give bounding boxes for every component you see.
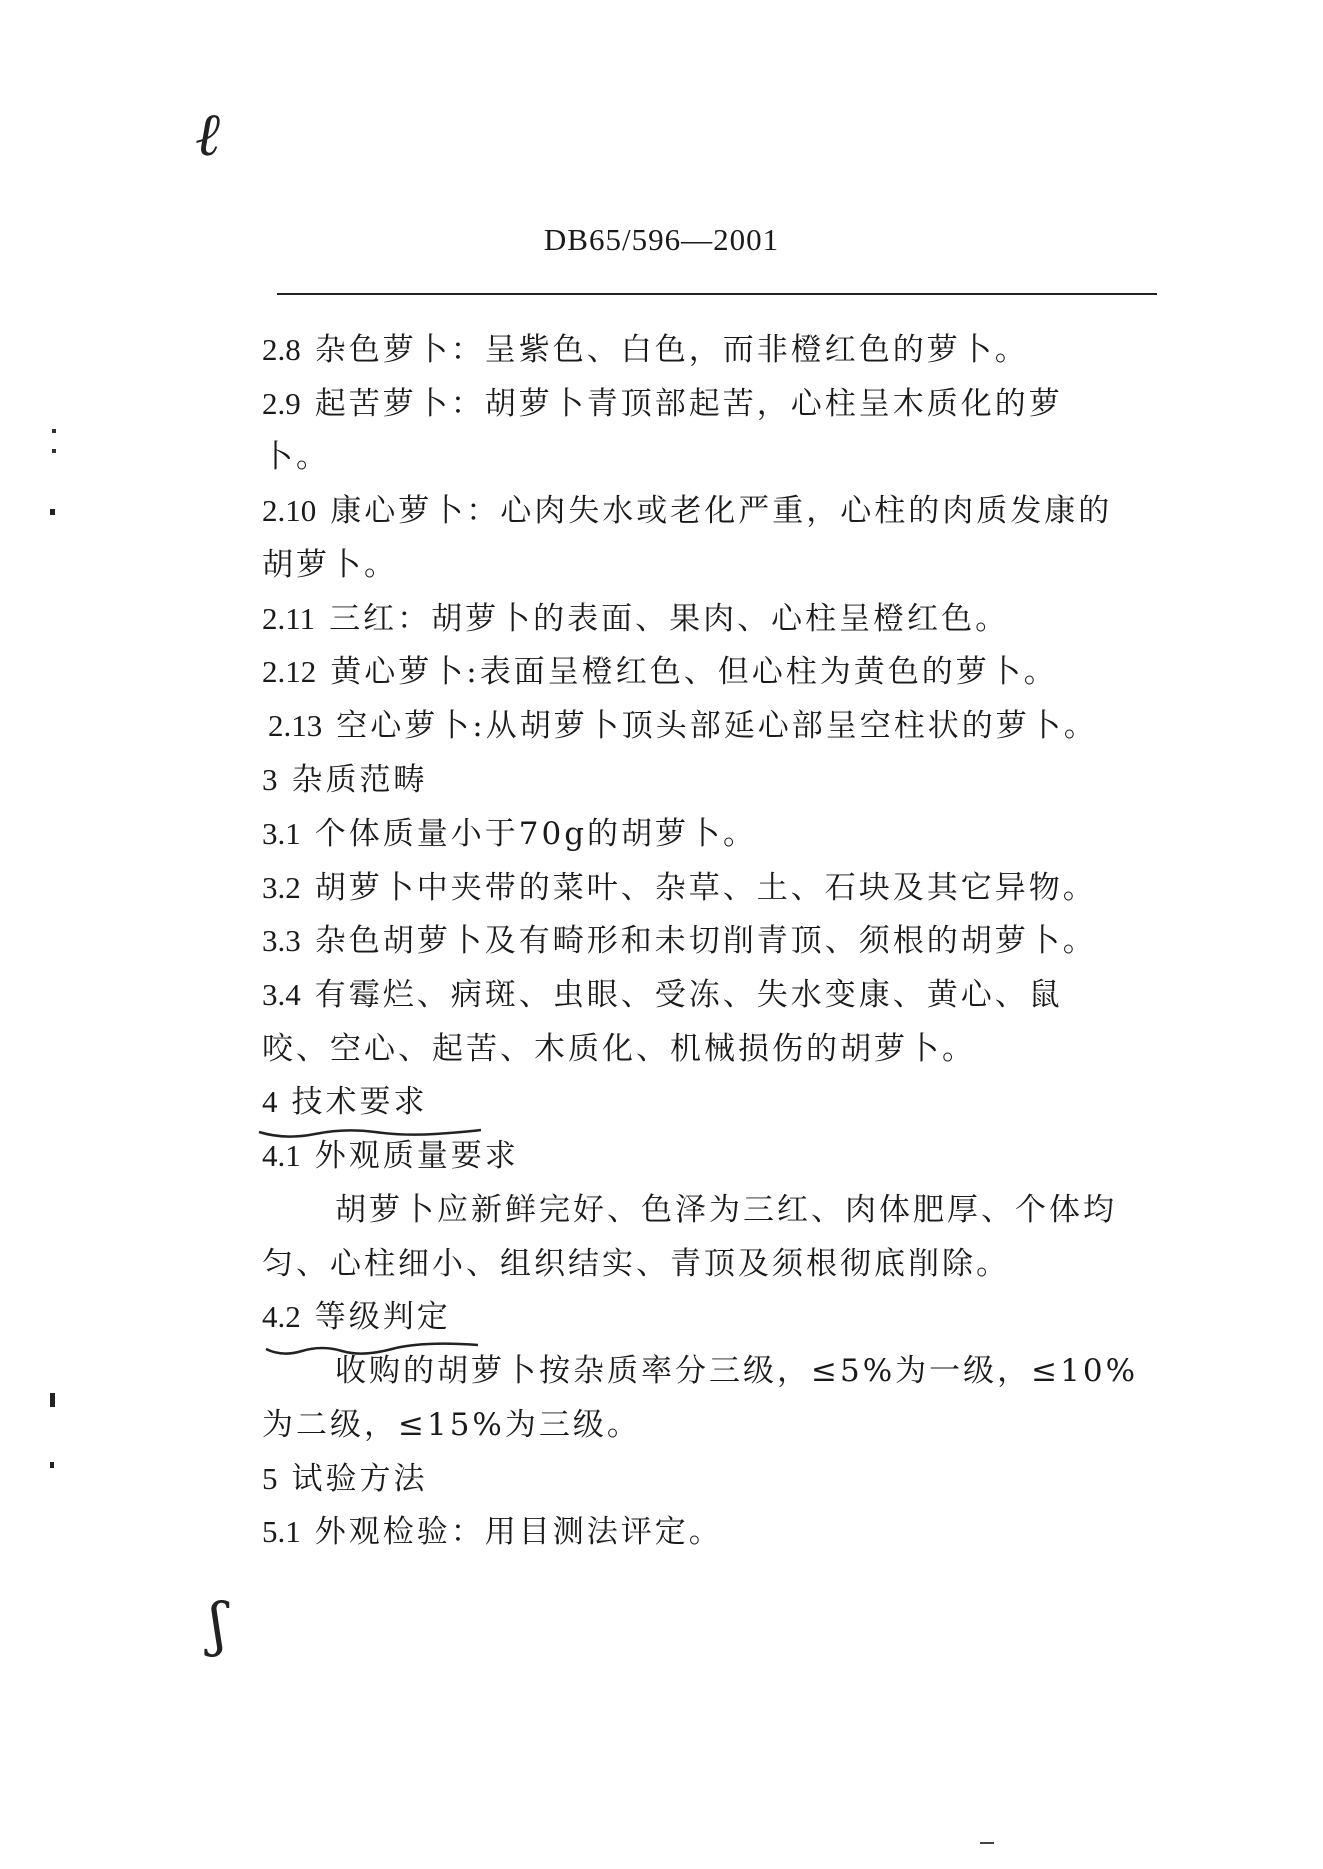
- line-2-12: 2.12 黄心萝卜:表面呈橙红色、但心柱为黄色的萝卜。: [262, 654, 1058, 690]
- scan-speck: [50, 509, 55, 515]
- line-2-13: 2.13 空心萝卜:从胡萝卜顶头部延心部呈空柱状的萝卜。: [268, 708, 1098, 744]
- line-3-3: 3.3 杂色胡萝卜及有畸形和未切削青顶、须根的胡萝卜。: [262, 923, 1097, 959]
- line-3-2: 3.2 胡萝卜中夹带的菜叶、杂草、土、石块及其它异物。: [262, 870, 1097, 906]
- para-4-1-cont: 匀、心柱细小、组织结实、青顶及须根彻底削除。: [262, 1246, 1010, 1282]
- line-4-2: 4.2 等级判定: [262, 1299, 451, 1335]
- line-2-10-cont: 胡萝卜。: [262, 547, 398, 583]
- line-3-4-cont: 咬、空心、起苦、木质化、机械损伤的胡萝卜。: [262, 1031, 976, 1067]
- scan-speck: [52, 429, 56, 433]
- section-3-heading: 3 杂质范畴: [262, 762, 428, 798]
- scan-speck: [50, 1462, 54, 1468]
- handwritten-underline-section-4-2: [262, 1333, 482, 1361]
- section-4-heading: 4 技术要求: [262, 1084, 428, 1120]
- section-5-heading: 5 试验方法: [262, 1461, 428, 1497]
- para-4-2: 收购的胡萝卜按杂质率分三级，≤5%为一级，≤10%: [335, 1353, 1139, 1389]
- handwritten-underline-section-4: [255, 1118, 485, 1148]
- scan-speck: [50, 1393, 55, 1407]
- line-3-4: 3.4 有霉烂、病斑、虫眼、受冻、失水变康、黄心、鼠: [262, 977, 1063, 1013]
- document-number: DB65/596—2001: [543, 222, 780, 257]
- line-2-11: 2.11 三红：胡萝卜的表面、果肉、心柱呈橙红色。: [262, 601, 1010, 637]
- handwritten-mark-bottom: ʃ: [210, 1590, 226, 1658]
- scan-speck: [980, 1842, 994, 1844]
- line-2-9: 2.9 起苦萝卜：胡萝卜青顶部起苦，心柱呈木质化的萝: [262, 386, 1063, 422]
- line-5-1: 5.1 外观检验：用目测法评定。: [262, 1514, 723, 1550]
- para-4-1: 胡萝卜应新鲜完好、色泽为三红、肉体肥厚、个体均: [335, 1192, 1117, 1228]
- line-3-1: 3.1 个体质量小于70g的胡萝卜。: [262, 816, 758, 852]
- handwritten-mark-top: ℓ: [195, 100, 220, 170]
- scan-speck: [52, 449, 56, 453]
- line-2-8: 2.8 杂色萝卜：呈紫色、白色，而非橙红色的萝卜。: [262, 332, 1029, 368]
- line-2-10: 2.10 康心萝卜：心肉失水或老化严重，心柱的肉质发康的: [262, 493, 1113, 529]
- header-rule: [277, 293, 1157, 295]
- line-2-9-cont: 卜。: [262, 439, 330, 475]
- line-4-1: 4.1 外观质量要求: [262, 1138, 519, 1174]
- para-4-2-cont: 为二级，≤15%为三级。: [262, 1407, 641, 1443]
